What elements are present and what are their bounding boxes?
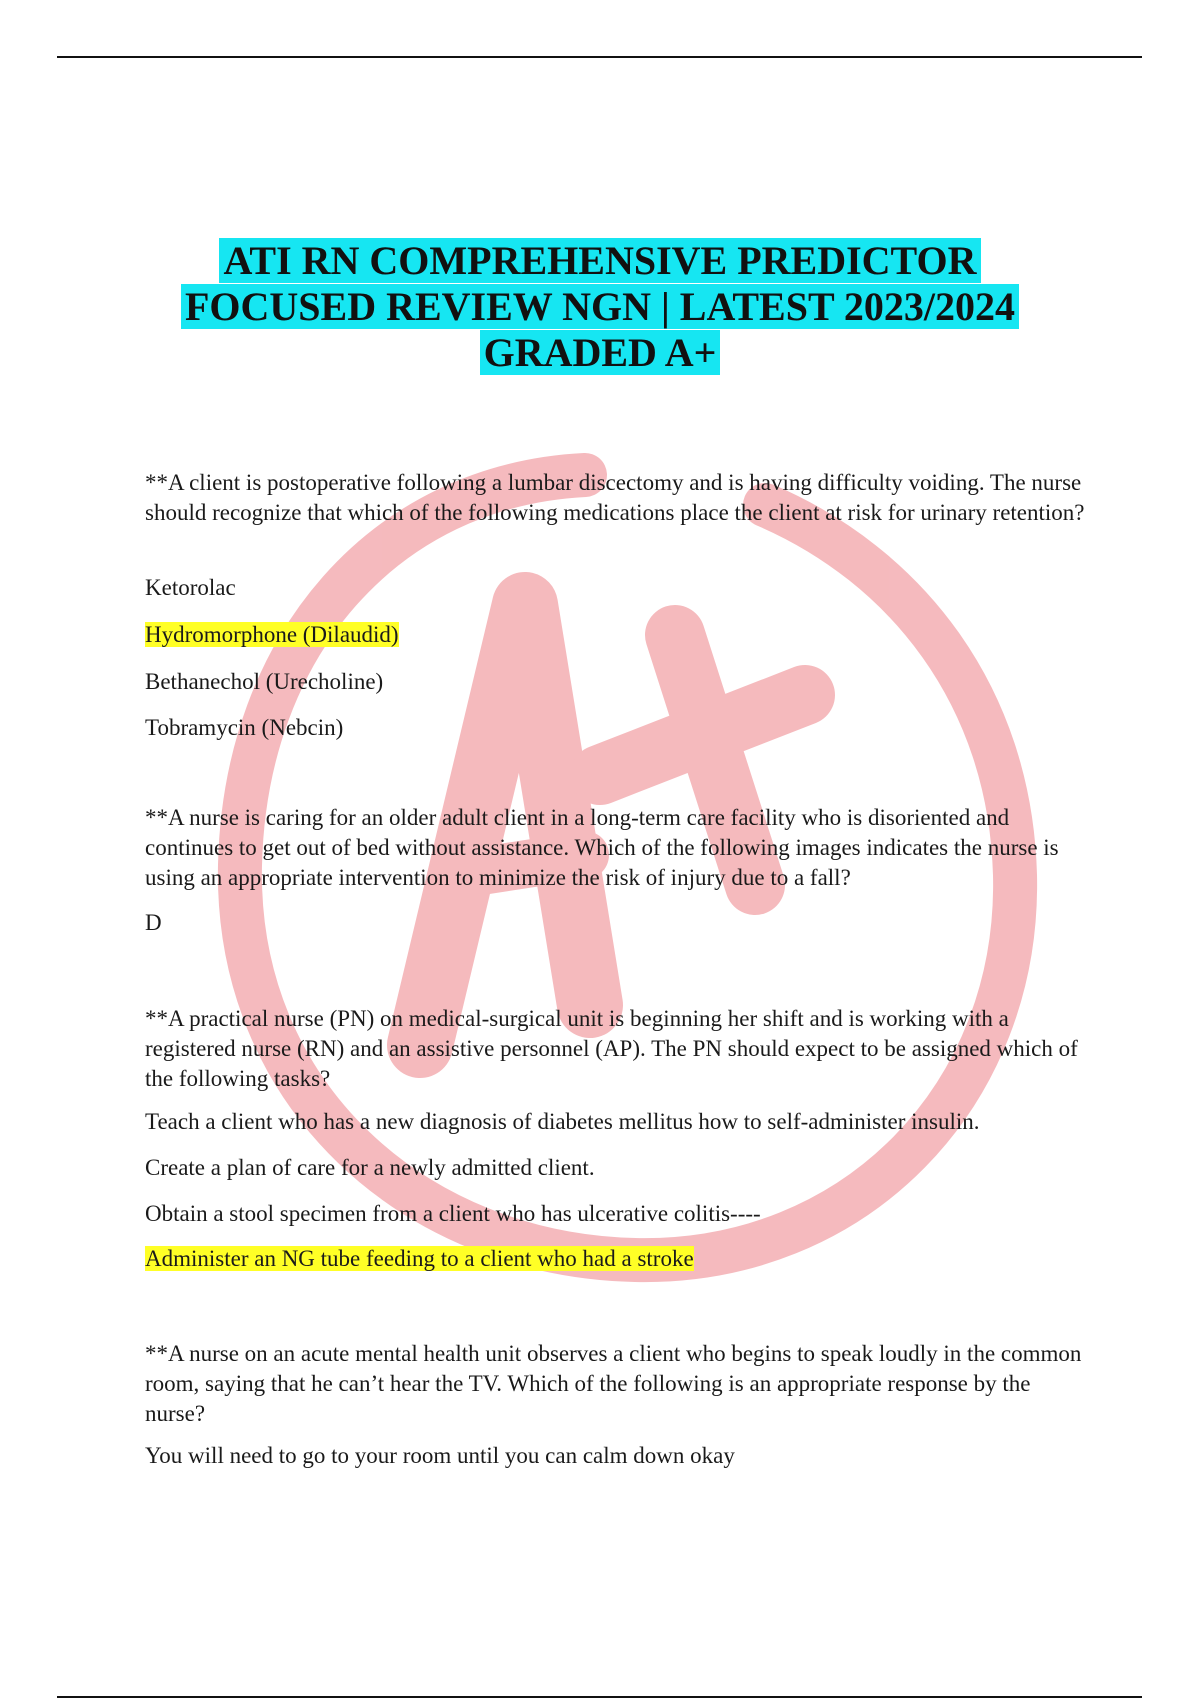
highlighted-answer-option: Administer an NG tube feeding to a client who had a stroke <box>145 1246 694 1271</box>
answer-option: Teach a client who has a new diagnosis of diabetes mellitus how to self-administer insulin. <box>145 1109 980 1134</box>
question-block-2 <box>145 803 1090 893</box>
answer-option: Bethanechol (Urecholine) <box>145 669 384 694</box>
answer-option: You will need to go to your room until you can calm down okay <box>145 1443 735 1468</box>
highlighted-answer-option: Hydromorphone (Dilaudid) <box>145 622 399 647</box>
question-block-4 <box>145 1339 1090 1429</box>
question-stem: **A practical nurse (PN) on medical-surgical unit is beginning her shift and is working with a registered nurse (RN) and an assistive personnel (AP). The PN should expect to be assigned which of the following tasks? <box>145 1006 1078 1091</box>
answer-option: D <box>145 910 162 935</box>
title-line-2: FOCUSED REVIEW NGN | LATEST 2023/2024 <box>181 284 1019 329</box>
title-line-1: ATI RN COMPREHENSIVE PREDICTOR <box>219 238 980 283</box>
bottom-rule <box>57 1696 1142 1698</box>
question-stem: **A nurse is caring for an older adult client in a long-term care facility who is disoriented and continues to get out of bed without assistance. Which of the following images indicates the nurse is using an appropriate intervention to minimize the risk of injury due to a fall? <box>145 805 1059 890</box>
title-line-3: GRADED A+ <box>480 330 721 375</box>
question-stem: **A nurse on an acute mental health unit observes a client who begins to speak loudly in the common room, saying that he can’t hear the TV. Which of the following is an appropriate response by the nurse? <box>145 1341 1082 1426</box>
answer-option: Ketorolac <box>145 575 236 600</box>
question-block-1 <box>145 468 1090 528</box>
top-rule <box>57 56 1142 58</box>
document-title <box>0 238 1200 376</box>
answer-option: Obtain a stool specimen from a client who has ulcerative colitis---- <box>145 1201 761 1226</box>
question-block-3 <box>145 1004 1090 1094</box>
question-stem: **A client is postoperative following a lumbar discectomy and is having difficulty voiding. The nurse should recognize that which of the following medications place the client at risk for urinary retention? <box>145 470 1085 525</box>
answer-option-row <box>145 620 1090 650</box>
answer-option-row <box>145 1244 1090 1274</box>
answer-option: Create a plan of care for a newly admitted client. <box>145 1155 595 1180</box>
answer-option: Tobramycin (Nebcin) <box>145 715 344 740</box>
